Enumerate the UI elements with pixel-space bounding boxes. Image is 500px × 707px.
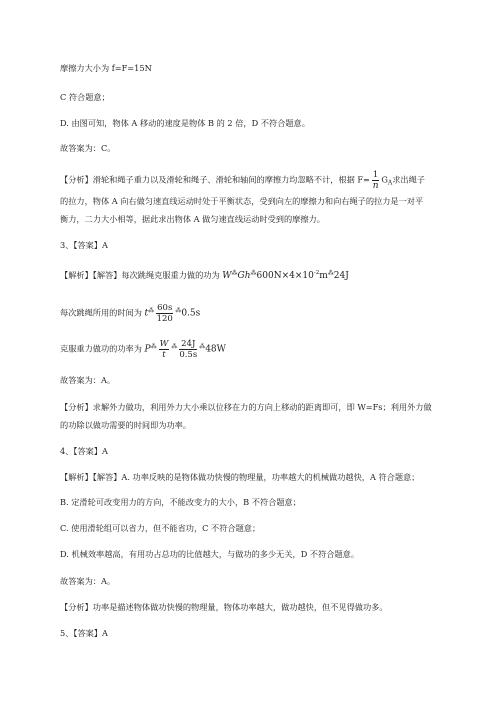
frac-num: 1 <box>372 170 379 180</box>
equals-glyph: ⁂ <box>199 343 206 351</box>
power-frac-num-1: W <box>159 339 169 349</box>
power-label: 克服重力做功的功率为 <box>60 343 142 354</box>
q5-answer: 5、【答案】A <box>60 628 108 638</box>
analysis-2-line2: 的拉力，物体 A 向右做匀速直线运动时处于平衡状态，受到向左的摩擦力和向右绳子的拉力是一对平 <box>60 196 424 206</box>
power-symbol-p: P <box>144 344 151 355</box>
work-symbol-w: W <box>222 271 232 281</box>
time-result: 0.5s <box>181 308 201 319</box>
equals-glyph: ⁂ <box>231 270 238 277</box>
analysis-4: 【分析】功率是描述物体做功快慢的物理量，物体功率越大，做功越快，但不见得做功多。 <box>60 602 388 612</box>
time-frac-num: 60s <box>157 303 173 313</box>
friction-line: 摩擦力大小为 f=F=15N <box>60 63 152 73</box>
equals-glyph: ⁂ <box>150 343 157 351</box>
answer-line-4: 故答案为：A。 <box>60 576 116 586</box>
power-result: 48W <box>205 344 226 355</box>
equals-glyph: ⁂ <box>327 270 334 277</box>
fraction-1-over-n <box>372 170 379 191</box>
power-frac-den-1: t <box>162 350 166 360</box>
analysis-2-g-sub: A <box>387 179 393 187</box>
analysis-3-line1: 【分析】求解外力做功，利用外力大小乘以位移在力的方向上移动的距离即可，即 W=Fs；利用外力做 <box>60 402 432 412</box>
work-exponent: -2 <box>313 270 320 276</box>
q4-option-d: D. 机械效率越高，有用功占总功的比值越大，与做功的多少无关，D 不符合题意。 <box>60 549 360 559</box>
power-fraction-symbolic <box>159 339 170 360</box>
q4-answer: 4、【答案】A <box>60 446 108 456</box>
work-formula-line <box>60 268 349 282</box>
q3-answer: 3、【答案】A <box>60 240 108 250</box>
analysis-2-text-a: 【分析】滑轮和绳子重力以及滑轮和绳子、滑轮和轴间的摩擦力均忽略不计，根据 F= <box>60 174 370 185</box>
equals-glyph: ⁂ <box>171 343 178 351</box>
work-result: 24J <box>333 271 349 281</box>
work-symbol-gh: Gh <box>237 271 251 281</box>
q4-explanation-a: 【解析】【解答】A. 功率反映的是物体做功快慢的物理量，功率越大的机械做功越快，A 符合题意； <box>60 472 420 482</box>
option-c-line: C 符合题意； <box>60 92 110 102</box>
analysis-2-g: G <box>381 174 388 185</box>
time-symbol-t: t <box>144 308 149 319</box>
q4-option-b: B. 定滑轮可改变用力的方向，不能改变力的大小，B 不符合题意； <box>60 497 301 507</box>
power-frac-num-2: 24J <box>181 339 196 349</box>
answer-line-2: 故答案为：C。 <box>60 143 116 153</box>
time-frac-den: 120 <box>156 314 173 324</box>
answer-line-3: 故答案为：A。 <box>60 375 116 385</box>
time-fraction <box>156 303 173 324</box>
power-fraction-numeric <box>179 339 197 360</box>
work-unit: m <box>319 271 328 281</box>
work-value: 600N×4×10 <box>256 271 314 281</box>
equals-glyph: ⁂ <box>148 307 155 315</box>
analysis-3-line2: 的功除以做功需要的时间即为功率。 <box>60 420 192 430</box>
equals-glyph: ⁂ <box>250 270 257 277</box>
frac-den: n <box>372 181 379 191</box>
time-label: 每次跳绳所用的时间为 <box>60 307 142 318</box>
option-d-line: D. 由图可知，物体 A 移动的速度是物体 B 的 2 倍，D 不符合题意。 <box>60 118 310 128</box>
equals-glyph: ⁂ <box>175 307 182 315</box>
analysis-2-line1 <box>60 170 425 191</box>
power-frac-den-2: 0.5s <box>179 350 198 360</box>
work-label: 【解析】【解答】每次跳绳克服重力做的功为 <box>60 270 220 280</box>
time-formula-line <box>60 303 200 324</box>
analysis-2-text-c: 求出绳子 <box>392 174 425 185</box>
power-formula-line <box>60 339 226 360</box>
analysis-2-line3: 衡力，二力大小相等，据此求出物体 A 做匀速直线运动时受到的摩擦力。 <box>60 214 325 224</box>
q4-option-c: C. 使用滑轮组可以省力，但不能省功，C 不符合题意； <box>60 523 261 533</box>
